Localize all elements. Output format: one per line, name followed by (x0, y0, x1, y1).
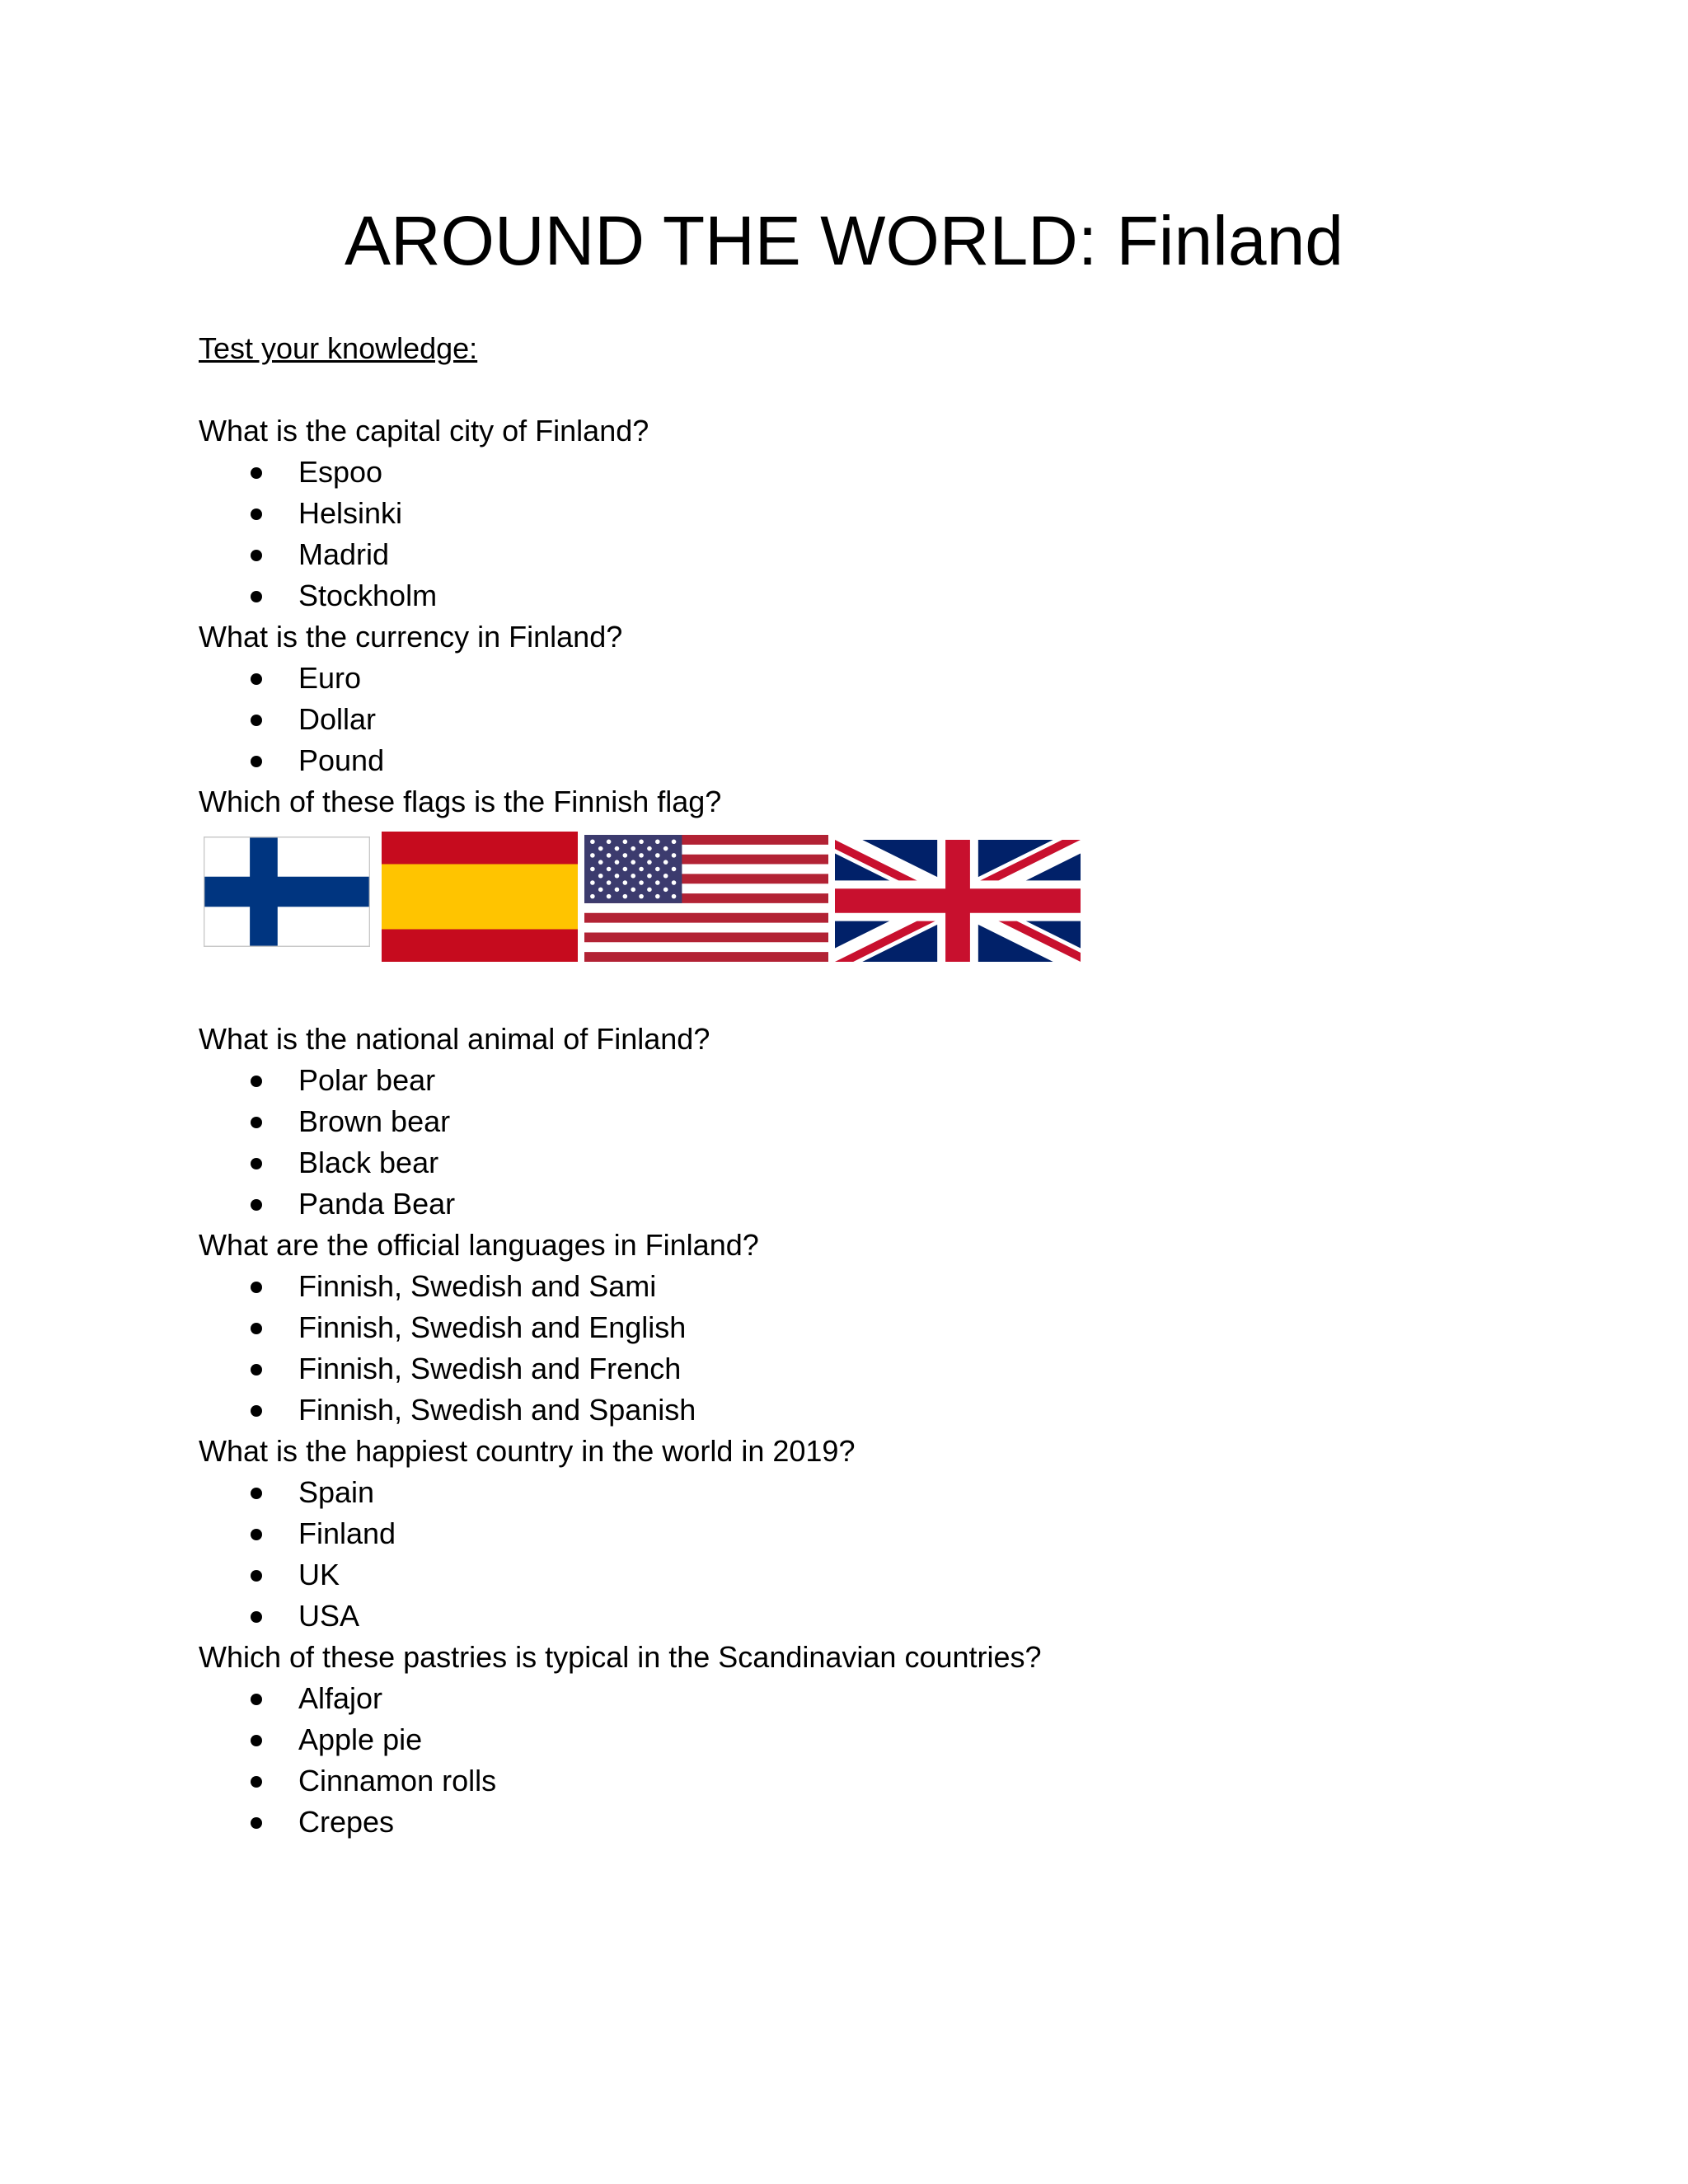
list-item: Polar bear (199, 1060, 1517, 1101)
quiz-content (199, 328, 1517, 1843)
options-pastries (199, 1678, 1517, 1843)
list-item: Alfajor (199, 1678, 1517, 1719)
options-currency (199, 658, 1517, 781)
options-animal (199, 1060, 1517, 1225)
question-pastries: Which of these pastries is typical in the Scandinavian countries? (199, 1640, 1042, 1674)
usa-flag-icon (584, 835, 828, 962)
list-item: UK (199, 1554, 1517, 1596)
list-item: Spain (199, 1472, 1517, 1513)
document-title: AROUND THE WORLD: Finland (344, 202, 1343, 279)
list-item: Finnish, Swedish and Sami (199, 1266, 1517, 1307)
question-animal: What is the national animal of Finland? (199, 1022, 710, 1056)
list-item: Crepes (199, 1802, 1517, 1843)
list-item: Cinnamon rolls (199, 1760, 1517, 1802)
quiz-subtitle: Test your knowledge: (199, 331, 478, 365)
list-item: Finnish, Swedish and French (199, 1348, 1517, 1390)
list-item: Dollar (199, 699, 1517, 740)
list-item: Espoo (199, 452, 1517, 493)
options-capital (199, 452, 1517, 616)
list-item: Black bear (199, 1142, 1517, 1183)
list-item: Panda Bear (199, 1183, 1517, 1225)
spain-flag-icon (382, 832, 578, 962)
options-languages (199, 1266, 1517, 1431)
list-item: Brown bear (199, 1101, 1517, 1142)
question-happiest: What is the happiest country in the world in 2019? (199, 1434, 856, 1468)
question-capital: What is the capital city of Finland? (199, 414, 649, 448)
question-currency: What is the currency in Finland? (199, 620, 623, 654)
question-languages: What are the official languages in Finland? (199, 1228, 759, 1262)
list-item: Finnish, Swedish and English (199, 1307, 1517, 1348)
list-item: Finnish, Swedish and Spanish (199, 1390, 1517, 1431)
list-item: USA (199, 1596, 1517, 1637)
uk-flag-icon (835, 840, 1081, 962)
list-item: Apple pie (199, 1719, 1517, 1760)
options-happiest (199, 1472, 1517, 1637)
list-item: Finland (199, 1513, 1517, 1554)
question-flag: Which of these flags is the Finnish flag? (199, 785, 722, 818)
list-item: Pound (199, 740, 1517, 781)
list-item: Helsinki (199, 493, 1517, 534)
flag-row (199, 832, 1517, 977)
finland-flag-icon (204, 837, 370, 947)
list-item: Stockholm (199, 575, 1517, 616)
list-item: Madrid (199, 534, 1517, 575)
list-item: Euro (199, 658, 1517, 699)
